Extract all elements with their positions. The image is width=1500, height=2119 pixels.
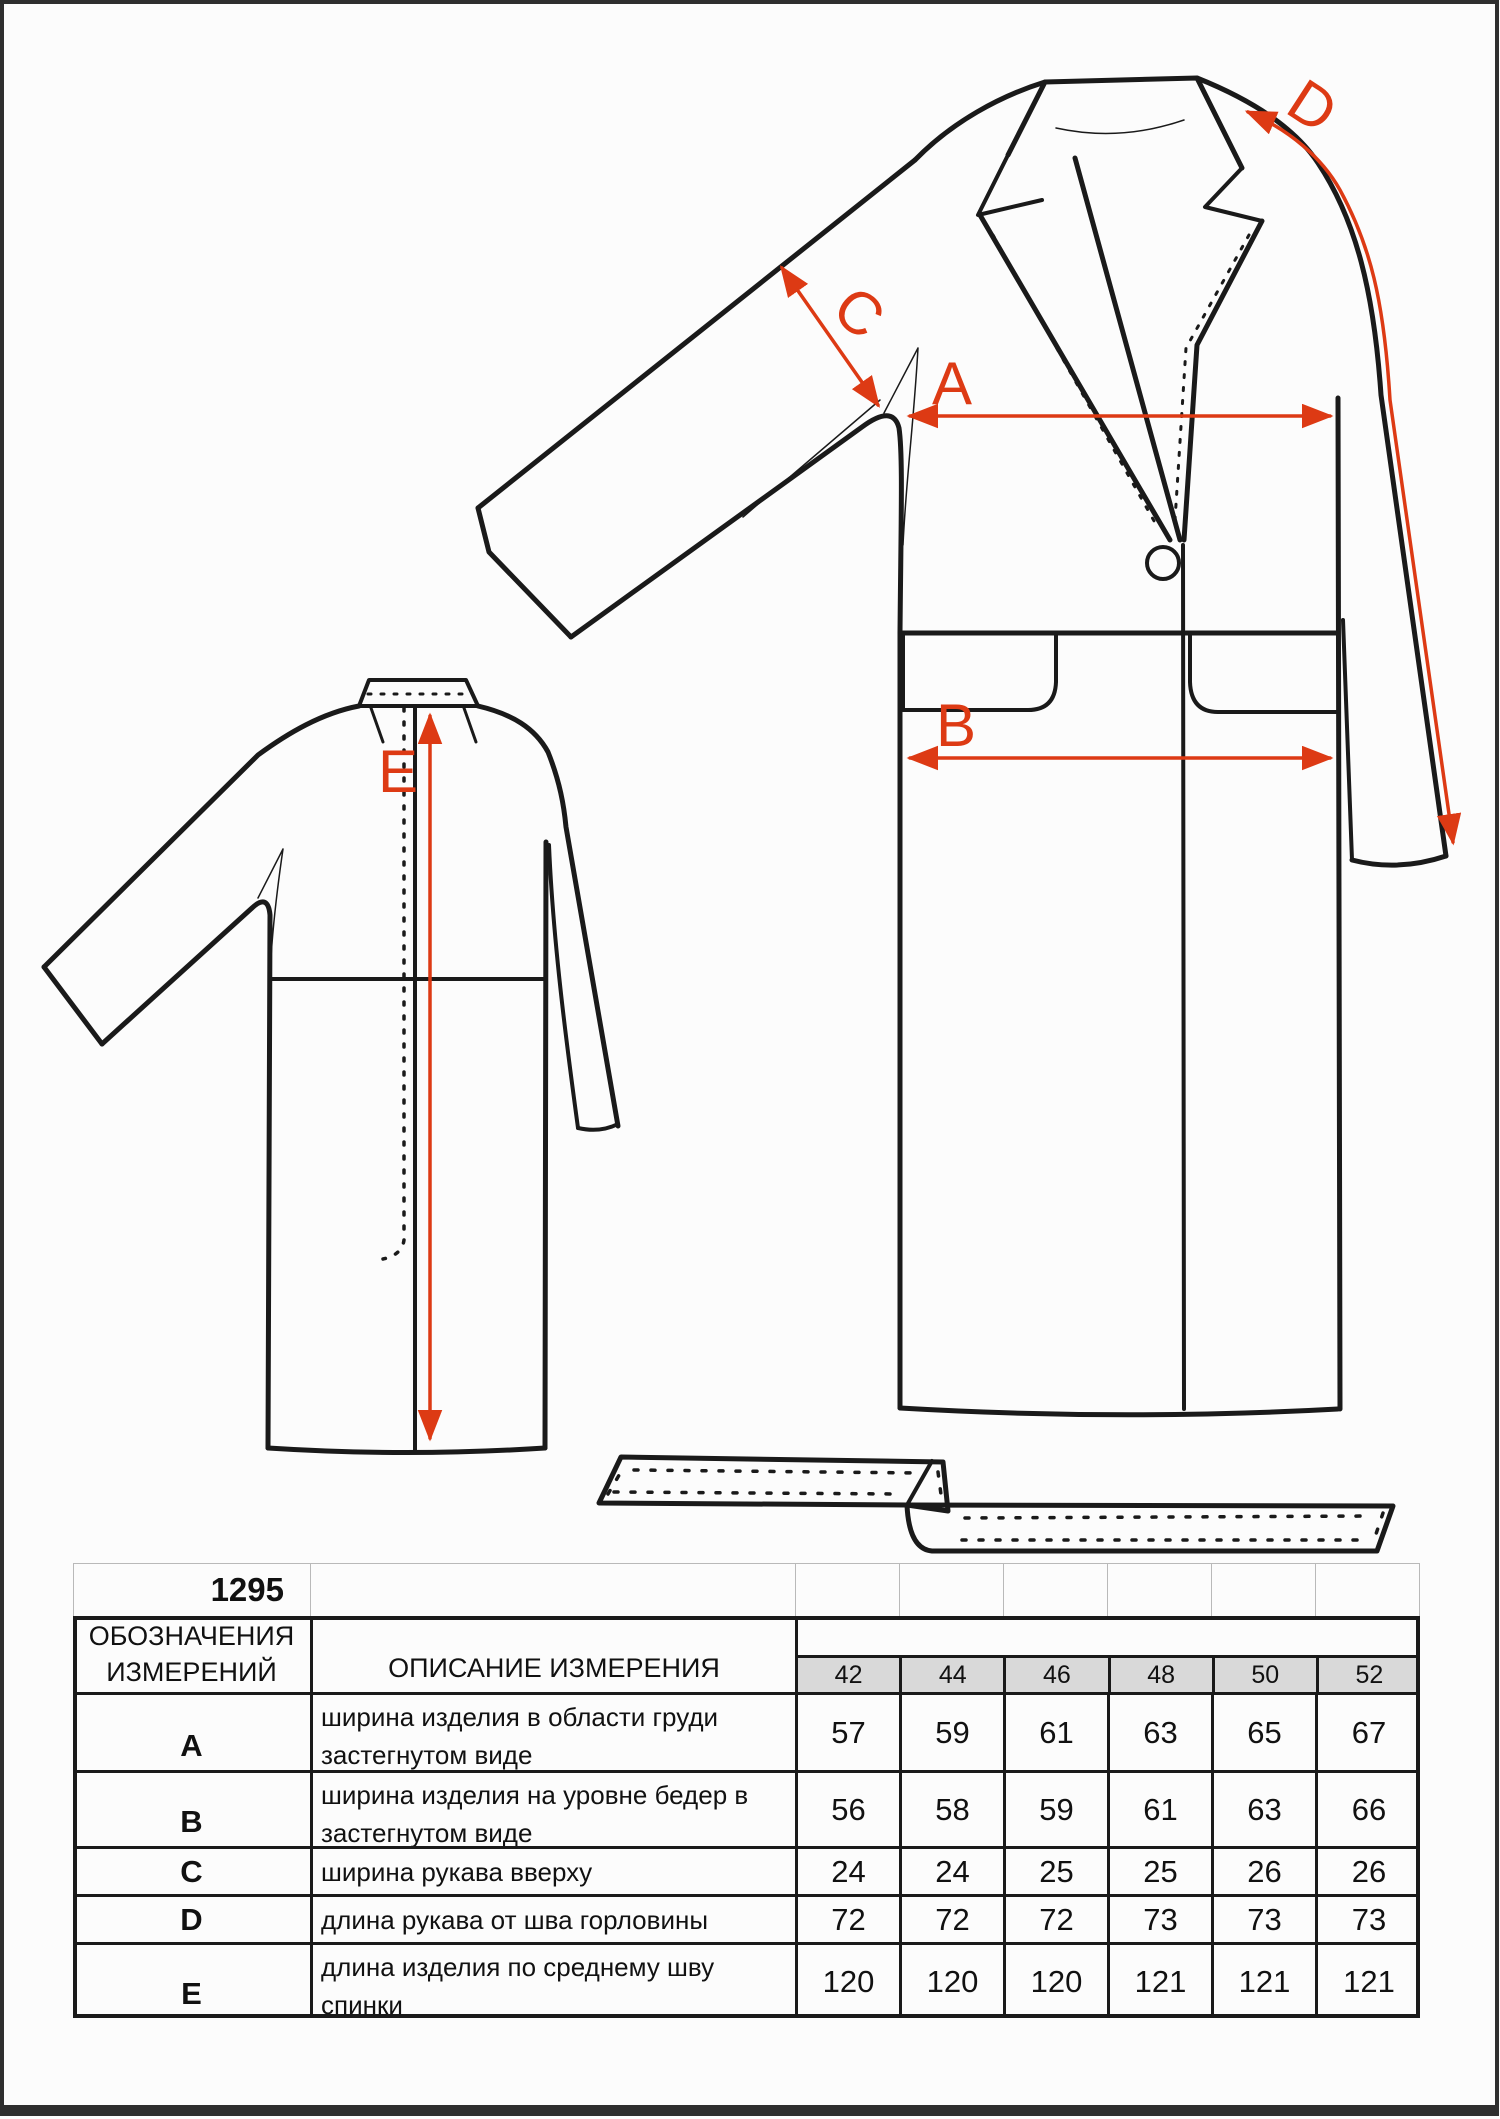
label-c: C bbox=[820, 272, 898, 353]
size-column-header: 42 bbox=[798, 1655, 899, 1692]
measurement-value: 58 bbox=[899, 1770, 1003, 1846]
measurement-value: 26 bbox=[1315, 1846, 1420, 1894]
front-left-pocket-flap bbox=[903, 633, 1056, 710]
designations-header-line2: ИЗМЕРЕНИЙ bbox=[106, 1657, 277, 1687]
front-right-cuff bbox=[1352, 856, 1446, 865]
back-hem bbox=[268, 1448, 545, 1453]
front-left-lapel-inner-edge bbox=[1075, 158, 1180, 540]
empty-cell bbox=[795, 1563, 899, 1616]
measurement-value: 56 bbox=[795, 1770, 899, 1846]
empty-cell bbox=[1315, 1563, 1420, 1616]
measurement-value: 25 bbox=[1107, 1846, 1211, 1894]
front-right-lapel-edge bbox=[1184, 221, 1262, 540]
label-b: B bbox=[935, 692, 977, 759]
front-button bbox=[1147, 547, 1179, 579]
front-right-notch bbox=[1205, 168, 1262, 221]
back-view-drawing bbox=[44, 680, 618, 1453]
measurement-value: 57 bbox=[795, 1692, 899, 1770]
measurement-description bbox=[310, 1770, 795, 1846]
size-column-header: 52 bbox=[1316, 1655, 1420, 1692]
description-line: спинки bbox=[321, 1990, 403, 2018]
front-right-edge bbox=[1338, 398, 1340, 1409]
measurement-arrows bbox=[430, 112, 1453, 1438]
measurement-value: 65 bbox=[1211, 1692, 1315, 1770]
back-left-cuff bbox=[44, 967, 102, 1044]
measurement-value: 72 bbox=[899, 1894, 1003, 1942]
measurement-value: 121 bbox=[1211, 1942, 1315, 2018]
measurement-value: 120 bbox=[795, 1942, 899, 2018]
size-spec-table bbox=[73, 1563, 1420, 2018]
empty-cell bbox=[899, 1563, 1003, 1616]
label-d: D bbox=[1276, 66, 1349, 146]
empty-cell bbox=[1211, 1563, 1315, 1616]
back-left-shoulder-sleeve bbox=[44, 706, 359, 967]
sizes-header-band bbox=[795, 1616, 1420, 1692]
measurement-value: 24 bbox=[899, 1846, 1003, 1894]
measurement-value: 73 bbox=[1107, 1894, 1211, 1942]
measurement-value: 59 bbox=[899, 1692, 1003, 1770]
measurement-value: 73 bbox=[1211, 1894, 1315, 1942]
front-left-lapel-edge bbox=[980, 215, 1170, 540]
front-center-edge bbox=[1183, 545, 1184, 1409]
description-line: длина изделия по среднему шву bbox=[321, 1952, 715, 1982]
measurement-labels bbox=[378, 66, 1349, 805]
measurement-value: 120 bbox=[899, 1942, 1003, 2018]
description-header: ОПИСАНИЕ ИЗМЕРЕНИЯ bbox=[310, 1616, 795, 1692]
belt-right-strip bbox=[907, 1505, 1393, 1551]
designations-header-line1: ОБОЗНАЧЕНИЯ bbox=[88, 1621, 295, 1651]
measurement-letter: B bbox=[73, 1770, 310, 1846]
empty-cell bbox=[310, 1563, 795, 1616]
front-left-notch bbox=[978, 155, 1042, 215]
description-line: застегнутом виде bbox=[321, 1818, 533, 1846]
measurement-value: 72 bbox=[1003, 1894, 1107, 1942]
measurement-value: 72 bbox=[795, 1894, 899, 1942]
front-left-sleeve-and-edge bbox=[571, 416, 901, 1408]
front-left-cuff bbox=[478, 508, 571, 637]
measurement-letter: A bbox=[73, 1692, 310, 1770]
measurement-value: 67 bbox=[1315, 1692, 1420, 1770]
measurement-value: 63 bbox=[1107, 1692, 1211, 1770]
belt-left-stitching bbox=[608, 1465, 942, 1502]
measurement-description bbox=[310, 1846, 795, 1894]
measurement-value: 24 bbox=[795, 1846, 899, 1894]
description-line: ширина изделия в области груди bbox=[321, 1702, 719, 1732]
measurement-value: 59 bbox=[1003, 1770, 1107, 1846]
measurement-value: 73 bbox=[1315, 1894, 1420, 1942]
measurement-value: 63 bbox=[1211, 1770, 1315, 1846]
belt-fold-crease bbox=[907, 1461, 932, 1505]
front-armhole-detail bbox=[743, 348, 918, 545]
front-right-sleeve-outer bbox=[1197, 78, 1446, 856]
front-collar bbox=[1008, 78, 1242, 168]
measurement-letter: D bbox=[73, 1894, 310, 1942]
back-right-sleeve-inner bbox=[549, 845, 578, 1128]
designations-header bbox=[73, 1616, 310, 1692]
label-a: A bbox=[931, 350, 973, 417]
measurement-value: 25 bbox=[1003, 1846, 1107, 1894]
back-right-cuff bbox=[578, 1124, 618, 1130]
measurement-value: 61 bbox=[1003, 1692, 1107, 1770]
back-collar-darts bbox=[371, 708, 476, 742]
label-e: E bbox=[377, 738, 419, 805]
back-right-side bbox=[545, 842, 546, 1448]
empty-cell bbox=[1003, 1563, 1107, 1616]
back-left-side bbox=[102, 902, 270, 1448]
measurement-value: 121 bbox=[1107, 1942, 1211, 2018]
front-right-pocket-flap bbox=[1190, 633, 1338, 712]
measurement-letter: C bbox=[73, 1846, 310, 1894]
size-column-header: 44 bbox=[899, 1655, 1003, 1692]
size-column-header: 48 bbox=[1108, 1655, 1212, 1692]
measurement-value: 61 bbox=[1107, 1770, 1211, 1846]
size-column-header: 46 bbox=[1003, 1655, 1107, 1692]
belt-left-strip bbox=[599, 1457, 948, 1511]
belt-right-stitching bbox=[962, 1513, 1383, 1543]
measurement-description bbox=[310, 1894, 795, 1942]
measurement-value: 120 bbox=[1003, 1942, 1107, 2018]
front-neck-line bbox=[1056, 120, 1184, 133]
measurement-value: 66 bbox=[1315, 1770, 1420, 1846]
front-hem bbox=[900, 1408, 1338, 1415]
description-line: застегнутом виде bbox=[321, 1740, 533, 1770]
belt-drawing bbox=[599, 1457, 1393, 1551]
description-line: ширина изделия на уровне бедер в bbox=[321, 1780, 749, 1810]
measurement-letter: E bbox=[73, 1942, 310, 2018]
article-number: 1295 bbox=[73, 1563, 310, 1616]
size-column-header: 50 bbox=[1212, 1655, 1316, 1692]
front-right-sleeve-inner bbox=[1343, 620, 1352, 860]
empty-cell bbox=[1107, 1563, 1211, 1616]
description-line: ширина рукава вверху bbox=[321, 1856, 593, 1887]
description-line: длина рукава от шва горловины bbox=[321, 1904, 709, 1935]
measurement-value: 121 bbox=[1315, 1942, 1420, 2018]
measurement-description bbox=[310, 1942, 795, 2018]
measurement-description bbox=[310, 1692, 795, 1770]
measurement-value: 26 bbox=[1211, 1846, 1315, 1894]
